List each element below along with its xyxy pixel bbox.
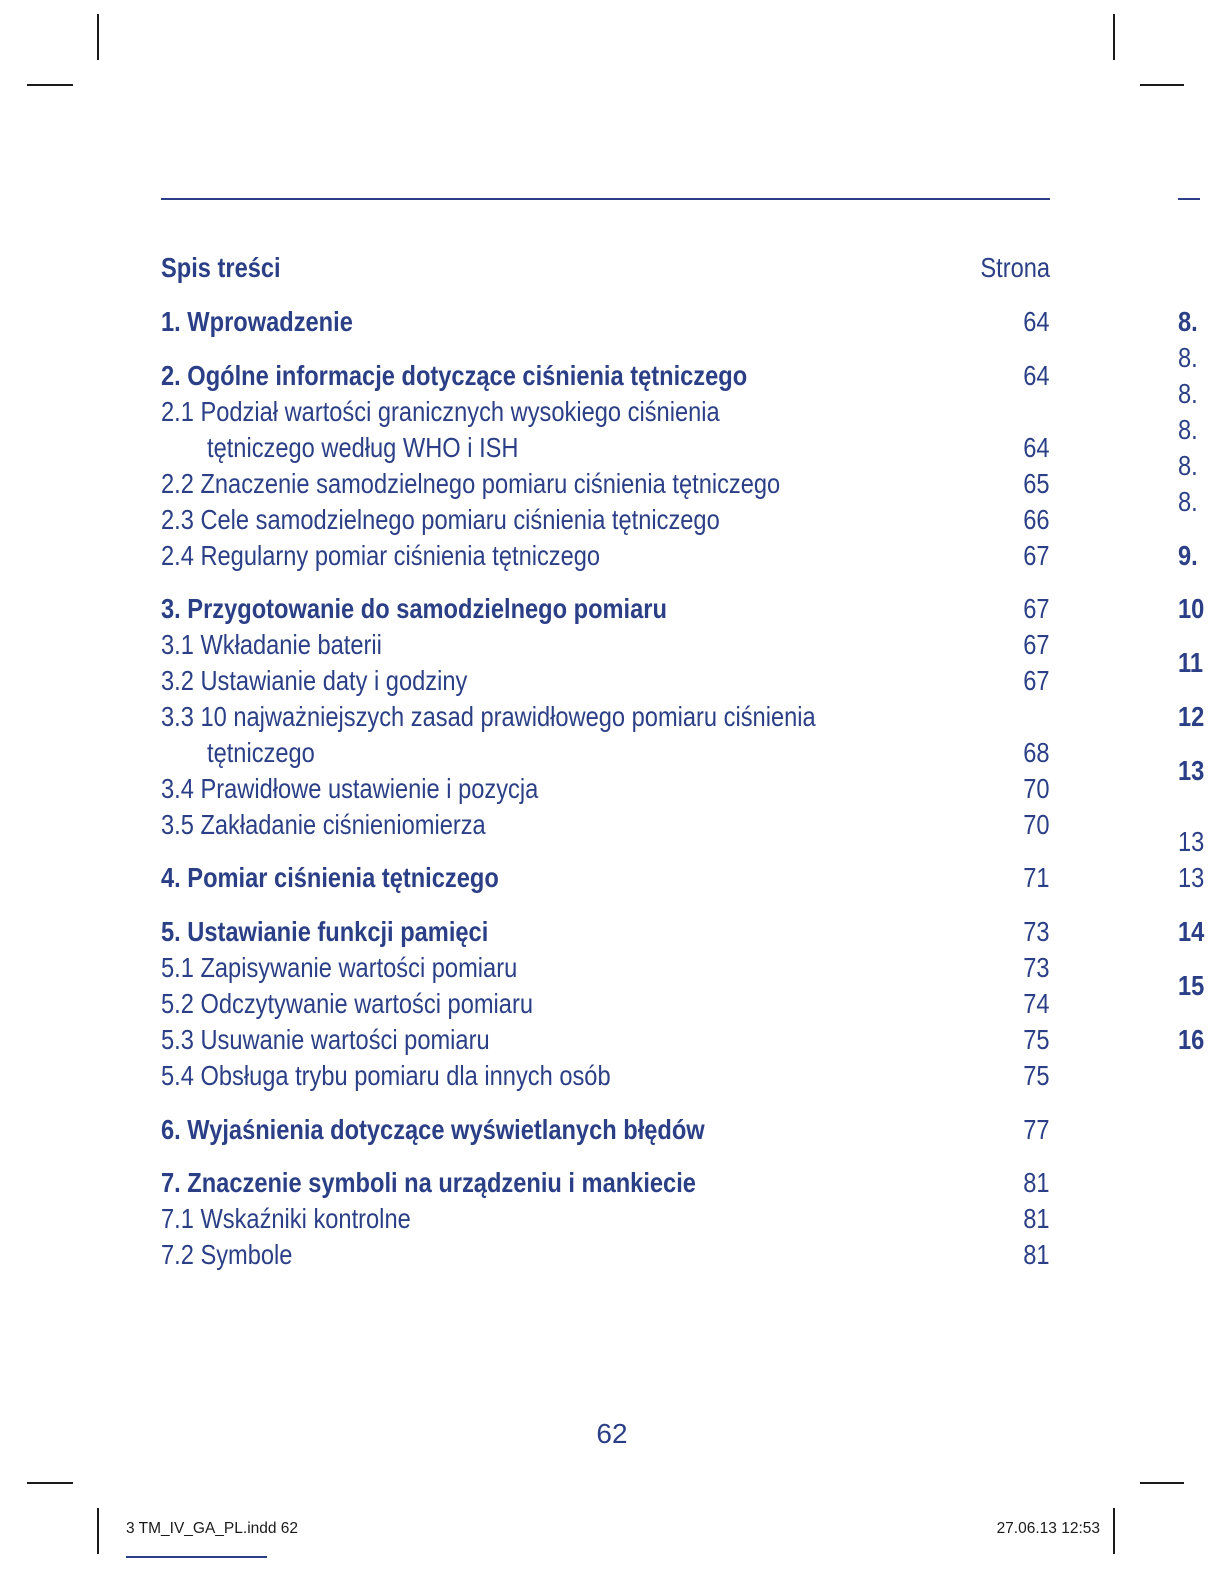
- next-page-fragment: 8.: [1178, 414, 1198, 445]
- next-page-fragment: 8.: [1178, 450, 1198, 481]
- toc-subsection[interactable]: [161, 952, 1050, 988]
- next-page-fragment: 12: [1178, 701, 1205, 732]
- toc-page: 75: [1023, 1060, 1050, 1091]
- toc-subsection[interactable]: [161, 504, 1050, 540]
- toc-section[interactable]: [161, 862, 1050, 898]
- toc-page: 67: [1023, 629, 1050, 660]
- toc-label: 3.4 Prawidłowe ustawienie i pozycja: [161, 773, 539, 804]
- toc-subsection[interactable]: [161, 1024, 1050, 1060]
- next-page-fragment: 8.: [1178, 378, 1198, 409]
- next-page-fragment: 10: [1178, 593, 1205, 624]
- crop-mark: [97, 14, 99, 60]
- toc-page: 81: [1023, 1167, 1050, 1198]
- toc-label: 7. Znaczenie symboli na urządzeniu i mankiecie: [161, 1167, 696, 1198]
- next-page-fragment: 8.: [1178, 342, 1198, 373]
- toc-section[interactable]: [161, 916, 1050, 952]
- toc-page: 64: [1023, 306, 1050, 337]
- toc-label: 2.2 Znaczenie samodzielnego pomiaru ciśnienia tętniczego: [161, 468, 781, 499]
- toc-page: 70: [1023, 773, 1050, 804]
- toc-subsection[interactable]: [161, 629, 1050, 665]
- toc-label: 2.1 Podział wartości granicznych wysokiego ciśnienia: [161, 396, 720, 427]
- next-page-fragment: 13: [1178, 862, 1205, 893]
- toc-page: 81: [1023, 1239, 1050, 1270]
- toc-label: 5.2 Odczytywanie wartości pomiaru: [161, 988, 533, 1019]
- toc-label: 3.3 10 najważniejszych zasad prawidłowego pomiaru ciśnienia: [161, 701, 816, 732]
- toc-label: 5. Ustawianie funkcji pamięci: [161, 916, 489, 947]
- toc-section[interactable]: [161, 1167, 1050, 1203]
- toc-page: 75: [1023, 1024, 1050, 1055]
- next-page-fragment: 8.: [1178, 486, 1198, 517]
- toc-label: 1. Wprowadzenie: [161, 306, 353, 337]
- toc-page: 67: [1023, 540, 1050, 571]
- toc-label: 3.2 Ustawianie daty i godziny: [161, 665, 468, 696]
- toc-subsection[interactable]: [161, 773, 1050, 809]
- toc-subsection[interactable]: [161, 1060, 1050, 1096]
- toc-subsection[interactable]: [161, 701, 1050, 737]
- toc-label: 2.3 Cele samodzielnego pomiaru ciśnienia tętniczego: [161, 504, 720, 535]
- toc-label: 2.4 Regularny pomiar ciśnienia tętniczego: [161, 540, 601, 571]
- toc-title: Spis treści: [161, 252, 281, 283]
- page-number: 62: [596, 1418, 628, 1449]
- toc-page: 73: [1023, 952, 1050, 983]
- next-page-fragment: 16: [1178, 1024, 1205, 1055]
- toc-subsection[interactable]: [161, 540, 1050, 576]
- toc-subsection[interactable]: [161, 809, 1050, 845]
- header-rule: [161, 198, 1050, 200]
- toc-label: 6. Wyjaśnienia dotyczące wyświetlanych błędów: [161, 1114, 705, 1145]
- toc-label: 7.2 Symbole: [161, 1239, 293, 1270]
- next-page-header-rule: [1178, 198, 1200, 200]
- toc-section[interactable]: [161, 1114, 1050, 1150]
- toc-page: 74: [1023, 988, 1050, 1019]
- next-page-fragment: 13: [1178, 755, 1205, 786]
- toc-subsection[interactable]: [161, 1239, 1050, 1275]
- toc-page: 77: [1023, 1114, 1050, 1145]
- toc-page: 65: [1023, 468, 1050, 499]
- next-page-fragment: 11: [1178, 647, 1204, 678]
- next-page-fragment: 9.: [1178, 540, 1198, 571]
- page-column-header: Strona: [980, 252, 1050, 283]
- toc-subsection-continued[interactable]: [161, 432, 1050, 468]
- toc-page: 67: [1023, 593, 1050, 624]
- toc-subsection[interactable]: [161, 1203, 1050, 1239]
- crop-mark: [27, 1482, 73, 1484]
- toc-label: 2. Ogólne informacje dotyczące ciśnienia tętniczego: [161, 360, 748, 391]
- crop-mark: [1113, 1508, 1115, 1554]
- toc-page: 67: [1023, 665, 1050, 696]
- toc-section[interactable]: [161, 593, 1050, 629]
- toc-page: 64: [1023, 360, 1050, 391]
- toc-label: tętniczego: [207, 737, 315, 768]
- toc-subsection[interactable]: [161, 665, 1050, 701]
- slug-file-info: 3 TM_IV_GA_PL.indd 62: [126, 1520, 299, 1537]
- toc-page: 70: [1023, 809, 1050, 840]
- toc-label: 5.1 Zapisywanie wartości pomiaru: [161, 952, 518, 983]
- toc-label: 3. Przygotowanie do samodzielnego pomiaru: [161, 593, 667, 624]
- next-page-fragment: 14: [1178, 916, 1205, 947]
- toc-page: 73: [1023, 916, 1050, 947]
- slug-rule: [126, 1556, 267, 1558]
- toc-header-row: [161, 252, 1050, 288]
- toc-subsection-continued[interactable]: [161, 737, 1050, 773]
- toc-section[interactable]: [161, 360, 1050, 396]
- next-page-fragment: 8.: [1178, 306, 1198, 337]
- toc-label: 5.3 Usuwanie wartości pomiaru: [161, 1024, 490, 1055]
- toc-label: 7.1 Wskaźniki kontrolne: [161, 1203, 411, 1234]
- toc-subsection[interactable]: [161, 468, 1050, 504]
- crop-mark: [1140, 84, 1184, 86]
- toc-page: 71: [1023, 862, 1050, 893]
- crop-mark: [1140, 1482, 1184, 1484]
- toc-label: 3.5 Zakładanie ciśnieniomierza: [161, 809, 486, 840]
- toc-label: 5.4 Obsługa trybu pomiaru dla innych osób: [161, 1060, 611, 1091]
- toc-label: tętniczego według WHO i ISH: [207, 432, 519, 463]
- toc-page: 81: [1023, 1203, 1050, 1234]
- toc-subsection[interactable]: [161, 988, 1050, 1024]
- toc-page: 68: [1023, 737, 1050, 768]
- next-page-fragment: 13: [1178, 826, 1205, 857]
- crop-mark: [1113, 14, 1115, 60]
- toc-page: 66: [1023, 504, 1050, 535]
- toc-subsection[interactable]: [161, 396, 1050, 432]
- crop-mark: [27, 84, 73, 86]
- crop-mark: [97, 1508, 99, 1554]
- toc-label: 4. Pomiar ciśnienia tętniczego: [161, 862, 499, 893]
- toc-section[interactable]: [161, 306, 1050, 342]
- toc-page: 64: [1023, 432, 1050, 463]
- toc-label: 3.1 Wkładanie baterii: [161, 629, 382, 660]
- slug-date-time: 27.06.13 12:53: [996, 1520, 1100, 1537]
- next-page-fragment: 15: [1178, 970, 1205, 1001]
